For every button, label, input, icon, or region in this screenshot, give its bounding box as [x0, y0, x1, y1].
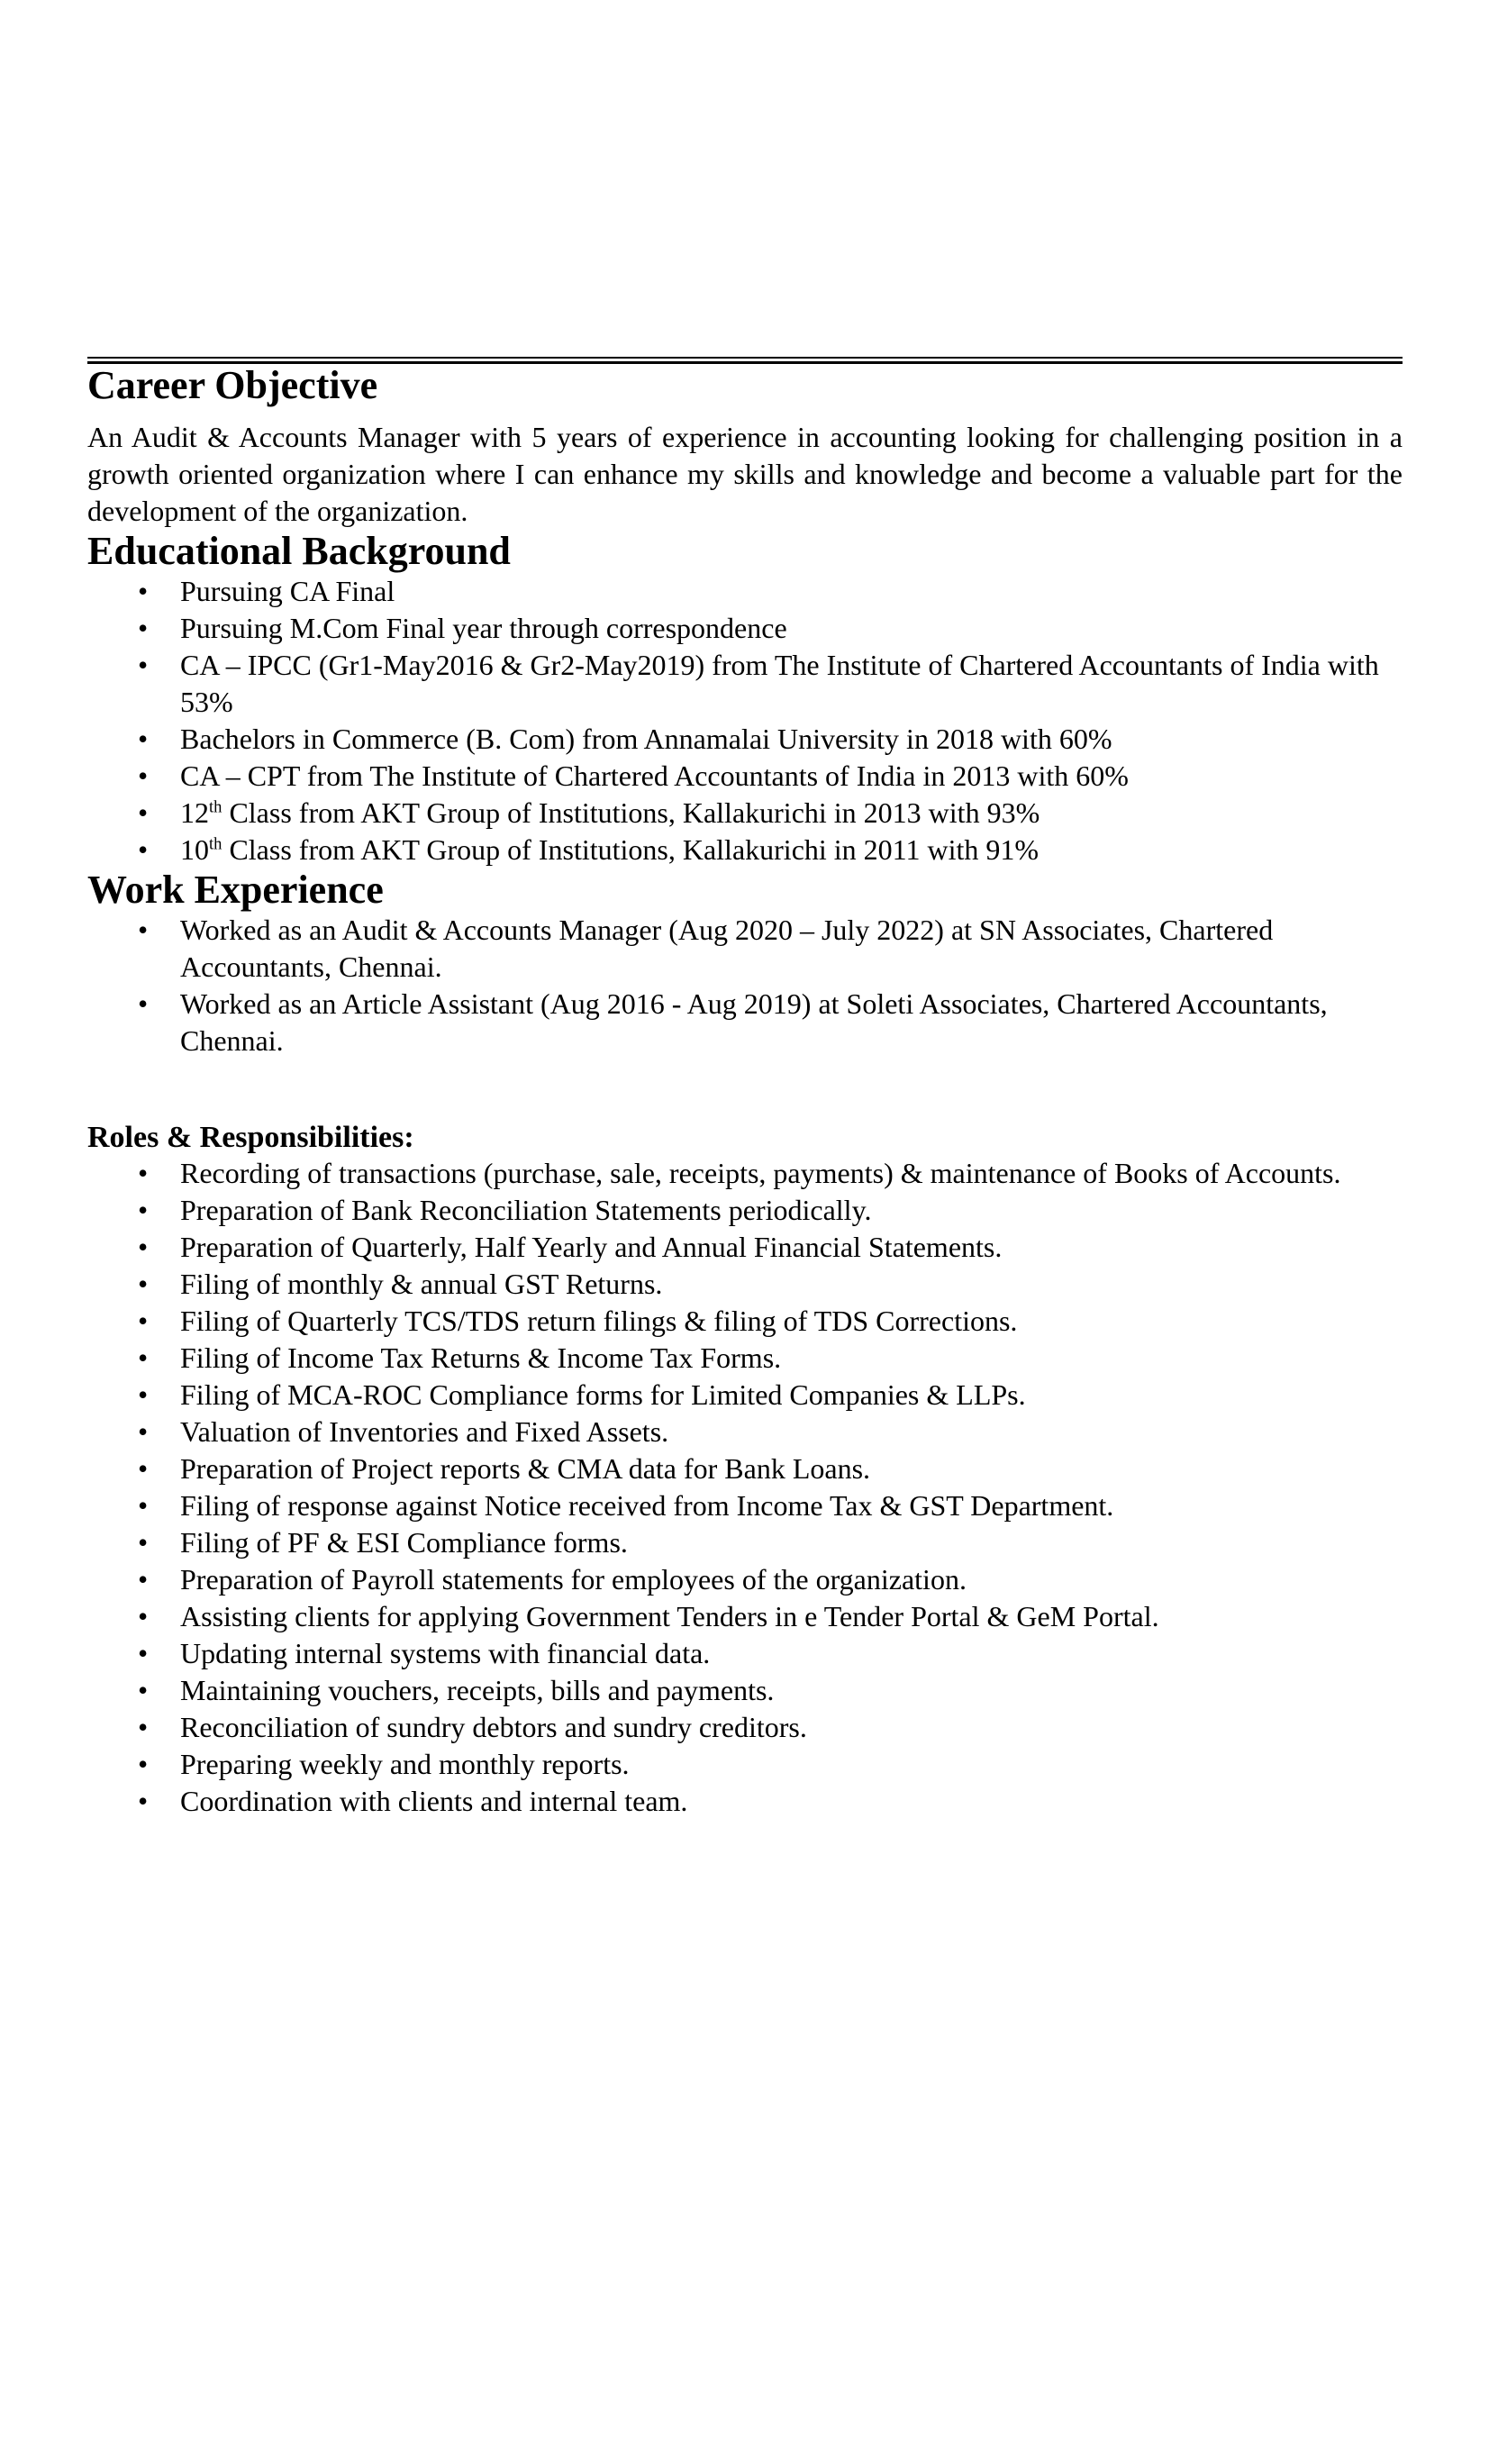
- list-item: [180, 832, 1403, 868]
- list-item: [180, 610, 1403, 647]
- ordinal-suffix: th: [209, 834, 222, 854]
- ordinal-suffix: th: [209, 797, 222, 817]
- list-item-text: CA – CPT from The Institute of Chartered Accountants of India in 2013 with 60%: [180, 759, 1129, 792]
- list-item: [180, 647, 1403, 721]
- list-item-text: Bachelors in Commerce (B. Com) from Annamalai University in 2018 with 60%: [180, 723, 1112, 755]
- list-item: [180, 912, 1403, 986]
- list-item: • Reconciliation of sundry debtors and sundry creditors.: [180, 1709, 1403, 1746]
- list-item: • Assisting clients for applying Government Tenders in e Tender Portal & GeM Portal.: [180, 1598, 1403, 1635]
- list-item: • Recording of transactions (purchase, sale, receipts, payments) & maintenance of Books of Accounts.: [180, 1155, 1403, 1192]
- list-item-text: Pursuing M.Com Final year through correspondence: [180, 612, 787, 644]
- list-item: • Maintaining vouchers, receipts, bills and payments.: [180, 1672, 1403, 1709]
- list-item: • Filing of MCA-ROC Compliance forms for Limited Companies & LLPs.: [180, 1377, 1403, 1414]
- section-work-experience: [87, 868, 1403, 1059]
- list-item: • Preparation of Project reports & CMA data for Bank Loans.: [180, 1450, 1403, 1487]
- education-list: [87, 573, 1403, 868]
- educational-background-heading: Educational Background: [87, 529, 511, 573]
- list-item: • Valuation of Inventories and Fixed Assets.: [180, 1414, 1403, 1450]
- list-item: • Filing of monthly & annual GST Returns.: [180, 1266, 1403, 1303]
- list-item-text: Class from AKT Group of Institutions, Kallakurichi in 2011 with 91%: [222, 833, 1040, 866]
- list-item: • Preparation of Quarterly, Half Yearly and Annual Financial Statements.: [180, 1229, 1403, 1266]
- list-item: [180, 986, 1403, 1059]
- list-item: • Preparing weekly and monthly reports.: [180, 1746, 1403, 1783]
- roles-responsibilities-heading: Roles & Responsibilities:: [87, 1121, 414, 1154]
- list-item: • Filing of PF & ESI Compliance forms.: [180, 1524, 1403, 1561]
- list-item-text: Worked as an Audit & Accounts Manager (Aug 2020 – July 2022) at SN Associates, Chartered Accountants, Chennai.: [180, 914, 1274, 983]
- list-item: [180, 721, 1403, 758]
- list-item: • Filing of Quarterly TCS/TDS return filings & filing of TDS Corrections.: [180, 1303, 1403, 1340]
- list-item: [180, 758, 1403, 795]
- list-item: [180, 795, 1403, 832]
- roles-responsibilities-list: [87, 1155, 1403, 1820]
- list-item: • Coordination with clients and internal team.: [180, 1783, 1403, 1820]
- section-roles-responsibilities: [87, 1121, 1403, 1820]
- work-experience-heading: Work Experience: [87, 868, 384, 912]
- list-item: • Preparation of Payroll statements for employees of the organization.: [180, 1561, 1403, 1598]
- list-item-text: 12: [180, 796, 209, 829]
- career-objective-heading: Career Objective: [87, 363, 378, 407]
- list-item-text: Pursuing CA Final: [180, 575, 395, 607]
- list-item: • Filing of response against Notice received from Income Tax & GST Department.: [180, 1487, 1403, 1524]
- list-item-text: Class from AKT Group of Institutions, Kallakurichi in 2013 with 93%: [222, 796, 1040, 829]
- list-item-text: 10: [180, 833, 209, 866]
- list-item: • Updating internal systems with financial data.: [180, 1635, 1403, 1672]
- work-experience-list: [87, 912, 1403, 1059]
- list-item-text: Worked as an Article Assistant (Aug 2016 - Aug 2019) at Soleti Associates, Chartered Accountants, Chennai.: [180, 987, 1328, 1057]
- career-objective-text: An Audit & Accounts Manager with 5 years of experience in accounting looking for challenging position in a growth oriented organization where I can enhance my skills and knowledge and become a valuable part for the development of the organization.: [87, 421, 1403, 527]
- list-item: • Filing of Income Tax Returns & Income Tax Forms.: [180, 1340, 1403, 1377]
- list-item: [180, 573, 1403, 610]
- list-item-text: CA – IPCC (Gr1-May2016 & Gr2-May2019) from The Institute of Chartered Accountants of India with 53%: [180, 649, 1379, 718]
- section-career-objective: [87, 364, 1403, 530]
- list-item: • Preparation of Bank Reconciliation Statements periodically.: [180, 1192, 1403, 1229]
- resume-page: [0, 357, 1489, 2464]
- section-educational-background: [87, 530, 1403, 868]
